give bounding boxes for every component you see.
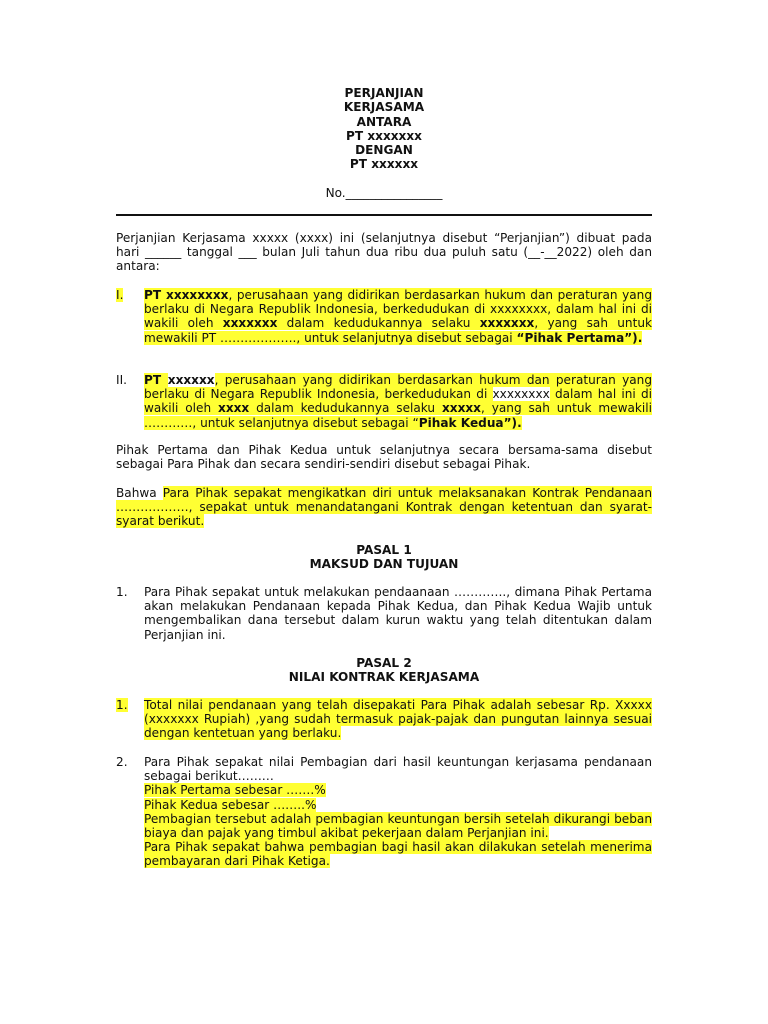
party-description	[144, 288, 652, 345]
pasal-2-item-1	[116, 698, 652, 741]
item-text: Total nilai pendanaan yang telah disepakati Para Pihak adalah sebesar Rp. Xxxxx (xxxxxxx Rupiah) ,yang sudah termasuk pajak-pajak dan pungutan lainnya sesuai dengan kentetuan yang berlaku.	[144, 698, 652, 741]
intro-paragraph: Perjanjian Kerjasama xxxxx (xxxx) ini (selanjutnya disebut “Perjanjian”) dibuat pada hari ______ tanggal ___ bulan Juli tahun dua ribu dua puluh satu (__-__2022) oleh dan antara:	[116, 231, 652, 274]
party-text: , perusahaan yang didirikan berdasarkan hukum dan peraturan yang berlaku di Negara Republik Indonesia, berkedudukan di	[144, 373, 653, 402]
title-line: ANTARA	[356, 114, 412, 129]
party-second	[116, 373, 652, 430]
party-alias: Pihak Kedua”).	[418, 415, 522, 430]
share-second: Pihak Kedua sebesar ……..%	[144, 797, 317, 812]
party-name: PT xxxxxxxx	[144, 288, 229, 302]
pasal-label: PASAL 1	[356, 543, 412, 557]
bahwa-text: Para Pihak sepakat mengikatkan diri untuk melaksanakan Kontrak Pendanaan ………………, sepakat untuk menandatangani Kontrak dengan ketentuan dan syarat-syarat berikut.	[116, 486, 652, 529]
pasal-1-heading	[0, 543, 768, 572]
bahwa-paragraph	[116, 486, 652, 529]
title-line: PT xxxxxx	[349, 157, 419, 172]
horizontal-rule	[116, 214, 652, 216]
pasal-2-heading	[0, 656, 768, 685]
pasal-1-item-1	[116, 585, 652, 642]
party-text: , perusahaan yang didirikan berdasarkan hukum dan peraturan yang berlaku di Negara Republik Indonesia, berkedudukan di xxxxxxxx, dalam hal ini di wakili oleh	[144, 288, 652, 331]
share-note: Pembagian tersebut adalah pembagian keuntungan bersih setelah dikurangi beban biaya dan pajak yang timbul akibat pekerjaan dalam Perjanjian ini.	[144, 811, 652, 841]
party-position: xxxxx	[441, 401, 481, 416]
party-text: dalam kedudukannya selaku	[277, 316, 480, 331]
party-name: PT	[144, 373, 168, 387]
title-line: KERJASAMA	[343, 100, 425, 115]
party-text: , yang sah untuk mewakili …………, untuk selanjutnya disebut sebagai “	[144, 401, 652, 430]
party-representative: xxxxxxx	[222, 316, 278, 331]
payment-note: Para Pihak sepakat bahwa pembagian bagi hasil akan dilakukan setelah menerima pembayaran dari Pihak Ketiga.	[144, 840, 652, 869]
party-number: II.	[116, 373, 127, 387]
party-first	[116, 288, 652, 345]
party-name: xxxxxx	[167, 373, 215, 387]
party-text: dalam hal ini di wakili oleh	[144, 387, 652, 416]
party-representative: xxxx	[218, 401, 250, 416]
party-description	[144, 373, 652, 430]
title-line: DENGAN	[355, 143, 413, 158]
item-number: 1.	[116, 585, 128, 599]
item-number: 1.	[116, 698, 128, 712]
agreement-number: No.________________	[325, 186, 443, 200]
party-text: dalam kedudukannya selaku	[249, 401, 442, 416]
party-number: I.	[116, 288, 124, 302]
pasal-title: NILAI KONTRAK KERJASAMA	[288, 670, 480, 685]
item-text	[144, 755, 652, 869]
agreement-title	[0, 86, 768, 172]
party-text: , yang sah untuk mewakili PT ………………., untuk selanjutnya disebut sebagai	[144, 316, 652, 345]
item-text: Para Pihak sepakat untuk melakukan pendaanaan …………., dimana Pihak Pertama akan melakukan Pendanaan kepada Pihak Kedua, dan Pihak Kedua Wajib untuk mengembalikan dana tersebut dalam kurun waktu yang telah ditentukan dalam Perjanjian ini.	[144, 585, 652, 642]
title-line: PT xxxxxxx	[346, 128, 422, 143]
share-first: Pihak Pertama sebesar …….%	[144, 783, 326, 798]
pasal-2-item-2	[116, 755, 652, 869]
pasal-title: MAKSUD DAN TUJUAN	[309, 557, 459, 572]
party-position: xxxxxxx	[479, 316, 535, 331]
party-city: xxxxxxxx	[492, 387, 550, 402]
item-number: 2.	[116, 755, 128, 769]
pasal-label: PASAL 2	[356, 656, 412, 670]
title-line: PERJANJIAN	[344, 86, 424, 100]
item-intro: Para Pihak sepakat nilai Pembagian dari hasil keuntungan kerjasama pendanaan sebagai berikut………	[144, 755, 652, 784]
bahwa-lead: Bahwa	[116, 486, 163, 500]
party-alias: “Pihak Pertama”).	[516, 330, 643, 345]
para-pihak-paragraph: Pihak Pertama dan Pihak Kedua untuk selanjutnya secara bersama-sama disebut sebagai Para Pihak dan secara sendiri-sendiri disebut sebagai Pihak.	[116, 443, 652, 472]
